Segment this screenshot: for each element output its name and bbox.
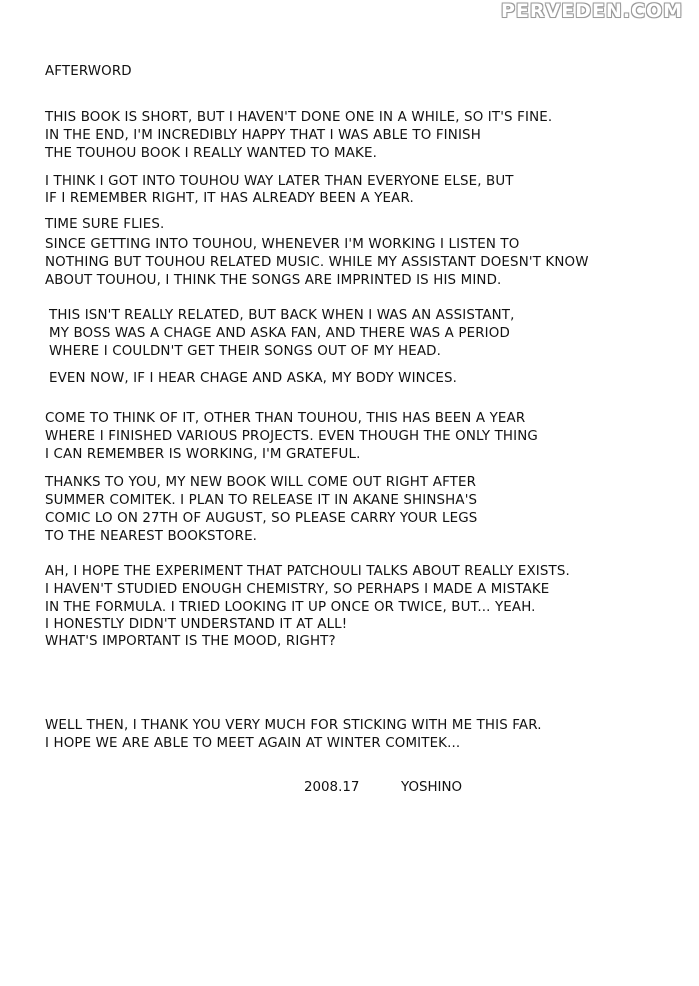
text-line: ABOUT TOUHOU, I THINK THE SONGS ARE IMPRINTED IS HIS MIND. <box>45 273 502 288</box>
text-line: SUMMER COMITEK. I PLAN TO RELEASE IT IN AKANE SHINSHA'S <box>45 493 478 508</box>
text-line: NOTHING BUT TOUHOU RELATED MUSIC. WHILE MY ASSISTANT DOESN'T KNOW <box>45 255 589 270</box>
text-line: IN THE END, I'M INCREDIBLY HAPPY THAT I WAS ABLE TO FINISH <box>45 128 481 143</box>
text-line: SINCE GETTING INTO TOUHOU, WHENEVER I'M WORKING I LISTEN TO <box>45 237 520 252</box>
site-watermark: PERVEDEN.COM <box>500 0 684 22</box>
text-line: WHERE I COULDN'T GET THEIR SONGS OUT OF MY HEAD. <box>49 344 441 359</box>
text-line: I THINK I GOT INTO TOUHOU WAY LATER THAN EVERYONE ELSE, BUT <box>45 174 514 189</box>
text-line: COME TO THINK OF IT, OTHER THAN TOUHOU, THIS HAS BEEN A YEAR <box>45 411 526 426</box>
text-line: IF I REMEMBER RIGHT, IT HAS ALREADY BEEN A YEAR. <box>45 191 414 206</box>
text-line: COMIC LO ON 27TH OF AUGUST, SO PLEASE CARRY YOUR LEGS <box>45 511 478 526</box>
page-title: AFTERWORD <box>45 64 132 79</box>
text-line: TO THE NEAREST BOOKSTORE. <box>45 529 258 544</box>
text-line: WELL THEN, I THANK YOU VERY MUCH FOR STICKING WITH ME THIS FAR. <box>45 718 542 733</box>
text-line: THIS BOOK IS SHORT, BUT I HAVEN'T DONE ONE IN A WHILE, SO IT'S FINE. <box>45 110 553 125</box>
text-line: I CAN REMEMBER IS WORKING, I'M GRATEFUL. <box>45 447 361 462</box>
text-line: AH, I HOPE THE EXPERIMENT THAT PATCHOULI TALKS ABOUT REALLY EXISTS. <box>45 564 570 579</box>
text-line: IN THE FORMULA. I TRIED LOOKING IT UP ONCE OR TWICE, BUT... YEAH. <box>45 600 536 615</box>
text-line: MY BOSS WAS A CHAGE AND ASKA FAN, AND THERE WAS A PERIOD <box>49 326 510 341</box>
text-line: EVEN NOW, IF I HEAR CHAGE AND ASKA, MY BODY WINCES. <box>49 371 458 386</box>
text-line: THE TOUHOU BOOK I REALLY WANTED TO MAKE. <box>45 146 378 161</box>
text-line: I HONESTLY DIDN'T UNDERSTAND IT AT ALL! <box>45 617 348 632</box>
signature-author: YOSHINO <box>401 780 463 795</box>
text-line: WHERE I FINISHED VARIOUS PROJECTS. EVEN THOUGH THE ONLY THING <box>45 429 538 444</box>
text-line: I HAVEN'T STUDIED ENOUGH CHEMISTRY, SO PERHAPS I MADE A MISTAKE <box>45 582 550 597</box>
signature-date: 2008.17 <box>304 780 360 795</box>
text-line: TIME SURE FLIES. <box>45 217 165 232</box>
text-line: THIS ISN'T REALLY RELATED, BUT BACK WHEN I WAS AN ASSISTANT, <box>49 308 515 323</box>
text-line: WHAT'S IMPORTANT IS THE MOOD, RIGHT? <box>45 634 336 649</box>
text-line: THANKS TO YOU, MY NEW BOOK WILL COME OUT RIGHT AFTER <box>45 475 477 490</box>
text-line: I HOPE WE ARE ABLE TO MEET AGAIN AT WINTER COMITEK... <box>45 736 461 751</box>
